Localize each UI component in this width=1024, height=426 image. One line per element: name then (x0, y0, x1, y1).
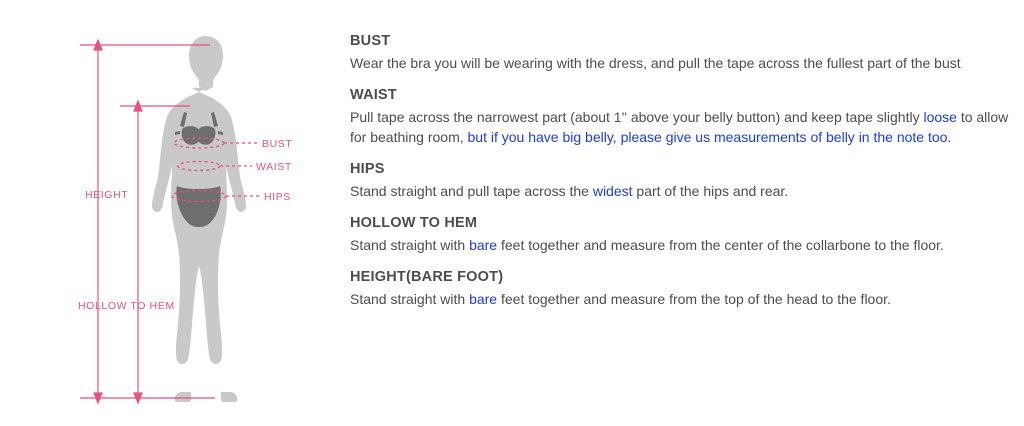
section-title-bust: BUST (350, 33, 391, 49)
section-title-waist: WAIST (350, 87, 397, 103)
section-body-hips (350, 181, 1010, 201)
section-body-height-bare-foot (350, 289, 1010, 309)
text-part: Wear the bra you will be wearing with the dress, and pull the tape across the fullest part of the bust (350, 55, 961, 71)
label-hollow-to-hem: HOLLOW TO HEM (78, 300, 175, 312)
section-title-height-bare-foot: HEIGHT(BARE FOOT) (350, 269, 504, 285)
text-part: feet together and measure from the top of the head to the floor. (497, 291, 891, 307)
instructions-column (350, 33, 1010, 309)
section-bust (350, 33, 1010, 73)
text-part-highlight: bare (469, 237, 498, 253)
measurement-diagram (0, 0, 330, 426)
section-title-hollow-to-hem: HOLLOW TO HEM (350, 215, 478, 231)
text-part: Stand straight with (350, 237, 470, 253)
body-figure-svg (0, 0, 330, 426)
text-part: Stand straight and pull tape across the (350, 183, 593, 199)
section-height-bare-foot (350, 269, 1010, 309)
text-part: Pull tape across the narrowest part (about 1'' above your belly button) and keep tape slightly (350, 109, 924, 125)
text-part: feet together and measure from the center of the collarbone to the floor. (497, 237, 944, 253)
text-part: Stand straight with (350, 291, 470, 307)
text-part: to allow for beathing room, (350, 109, 1009, 145)
text-part-highlight: loose (923, 109, 957, 125)
section-body-bust (350, 53, 1010, 73)
label-hips: HIPS (264, 191, 291, 203)
text-part-highlight: but if you have big belly, please give us measurements of belly in the note too. (467, 129, 952, 145)
text-part-highlight: bare (469, 291, 498, 307)
section-hollow-to-hem (350, 215, 1010, 255)
text-part: part of the hips and rear. (632, 183, 789, 199)
text-part-highlight: widest (592, 183, 633, 199)
section-title-hips: HIPS (350, 161, 385, 177)
label-waist: WAIST (256, 161, 292, 173)
section-body-hollow-to-hem (350, 235, 1010, 255)
section-body-waist (350, 107, 1010, 147)
label-bust: BUST (262, 138, 293, 150)
label-height: HEIGHT (85, 189, 129, 201)
section-waist (350, 87, 1010, 147)
section-hips (350, 161, 1010, 201)
